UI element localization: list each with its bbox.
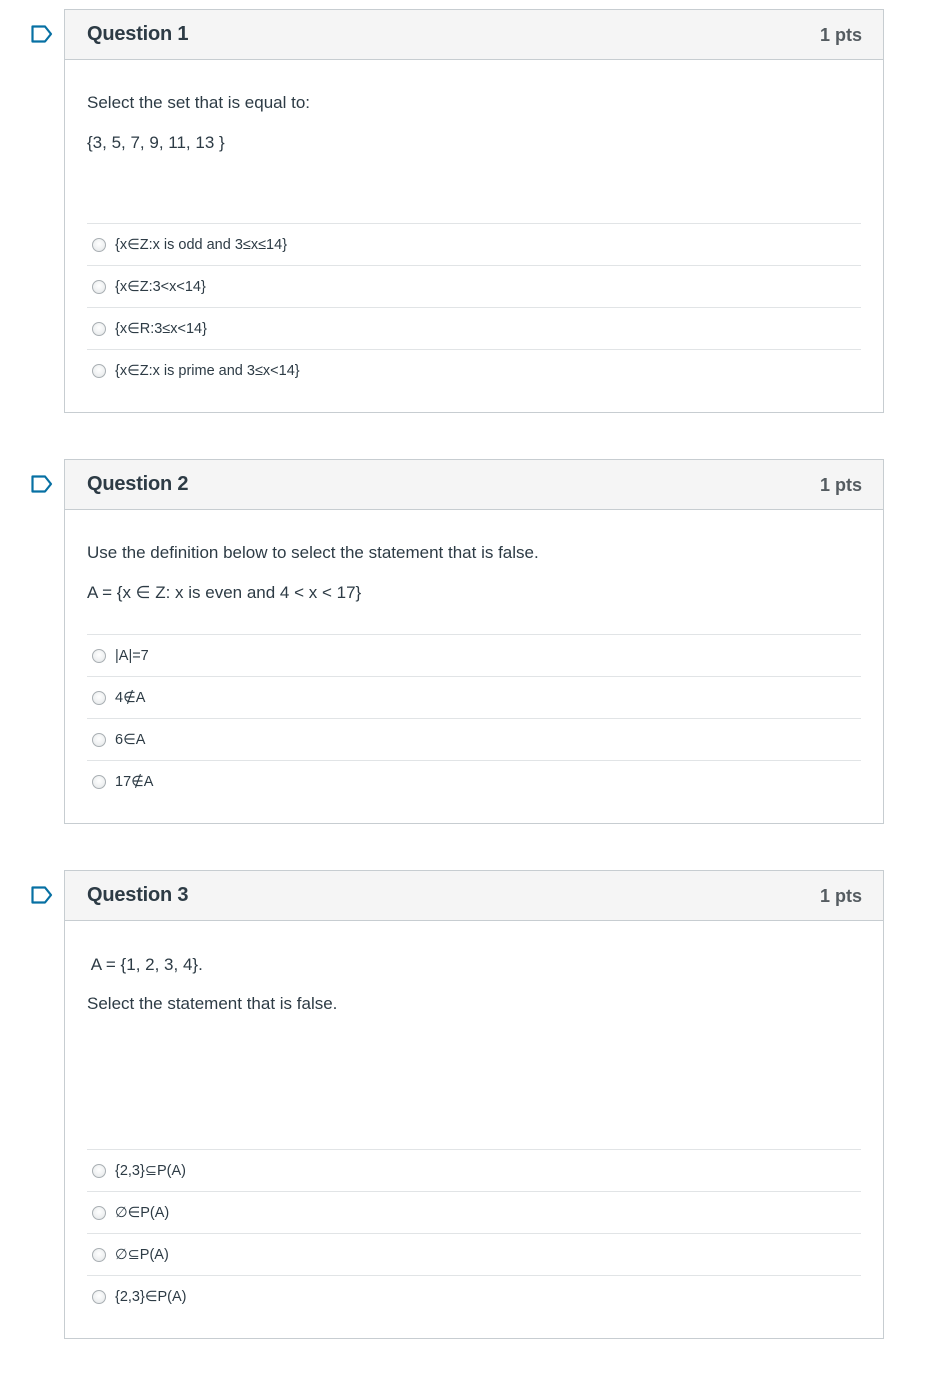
answer-label: ∅∈P(A): [115, 1204, 170, 1221]
question-text: A = {1, 2, 3, 4}.: [87, 955, 203, 974]
answer-option[interactable]: [87, 266, 861, 308]
flag-question-icon[interactable]: [31, 475, 53, 493]
question-title: Question 2: [87, 473, 189, 495]
question-points: 1 pts: [819, 25, 862, 45]
question-title: Question 1: [87, 23, 189, 45]
answer-label: {2,3}∈P(A): [115, 1288, 187, 1305]
answer-option[interactable]: [87, 224, 861, 266]
answer-list: [87, 634, 861, 802]
radio-button[interactable]: [92, 1248, 106, 1262]
question-title: Question 3: [87, 884, 189, 906]
radio-button[interactable]: [92, 1164, 106, 1178]
radio-button[interactable]: [92, 775, 106, 789]
radio-button[interactable]: [92, 1206, 106, 1220]
question-1: [64, 9, 884, 413]
question-text: Select the set that is equal to:: [87, 93, 311, 112]
answer-option[interactable]: [87, 719, 861, 761]
answer-option[interactable]: [87, 1150, 861, 1192]
answer-list: [87, 1149, 861, 1317]
question-header: [65, 10, 883, 60]
radio-button[interactable]: [92, 691, 106, 705]
answer-option[interactable]: [87, 635, 861, 677]
answer-option[interactable]: [87, 1234, 861, 1276]
answer-label: 4∉A: [115, 689, 146, 706]
answer-label: {x∈Z:3<x<14}: [115, 278, 206, 295]
question-points: 1 pts: [819, 886, 862, 906]
answer-option[interactable]: [87, 1192, 861, 1234]
answer-label: 6∈A: [115, 731, 146, 748]
question-text: {3, 5, 7, 9, 11, 13 }: [87, 133, 225, 152]
answer-label: 17∉A: [115, 773, 154, 790]
radio-button[interactable]: [92, 649, 106, 663]
answer-label: {2,3}⊆P(A): [115, 1162, 186, 1179]
answer-label: {x∈Z:x is odd and 3≤x≤14}: [115, 236, 288, 253]
question-3: [64, 870, 884, 1339]
radio-button[interactable]: [92, 733, 106, 747]
question-header: [65, 871, 883, 921]
flag-question-icon[interactable]: [31, 25, 53, 43]
answer-option[interactable]: [87, 1276, 861, 1317]
question-text: A = {x ∈ Z: x is even and 4 < x < 17}: [87, 583, 362, 602]
question-text: Select the statement that is false.: [87, 994, 338, 1013]
radio-button[interactable]: [92, 364, 106, 378]
answer-option[interactable]: [87, 308, 861, 350]
radio-button[interactable]: [92, 280, 106, 294]
radio-button[interactable]: [92, 238, 106, 252]
flag-question-icon[interactable]: [31, 886, 53, 904]
answer-label: {x∈Z:x is prime and 3≤x<14}: [115, 362, 300, 379]
answer-option[interactable]: [87, 761, 861, 802]
radio-button[interactable]: [92, 322, 106, 336]
question-header: [65, 460, 883, 510]
question-2: [64, 459, 884, 824]
answer-list: [87, 223, 861, 391]
radio-button[interactable]: [92, 1290, 106, 1304]
answer-label: {x∈R:3≤x<14}: [115, 320, 207, 337]
answer-label: |A|=7: [115, 647, 149, 664]
answer-option[interactable]: [87, 677, 861, 719]
question-points: 1 pts: [819, 475, 862, 495]
answer-label: ∅⊆P(A): [115, 1246, 169, 1263]
answer-option[interactable]: [87, 350, 861, 391]
question-text: Use the definition below to select the statement that is false.: [87, 543, 539, 562]
